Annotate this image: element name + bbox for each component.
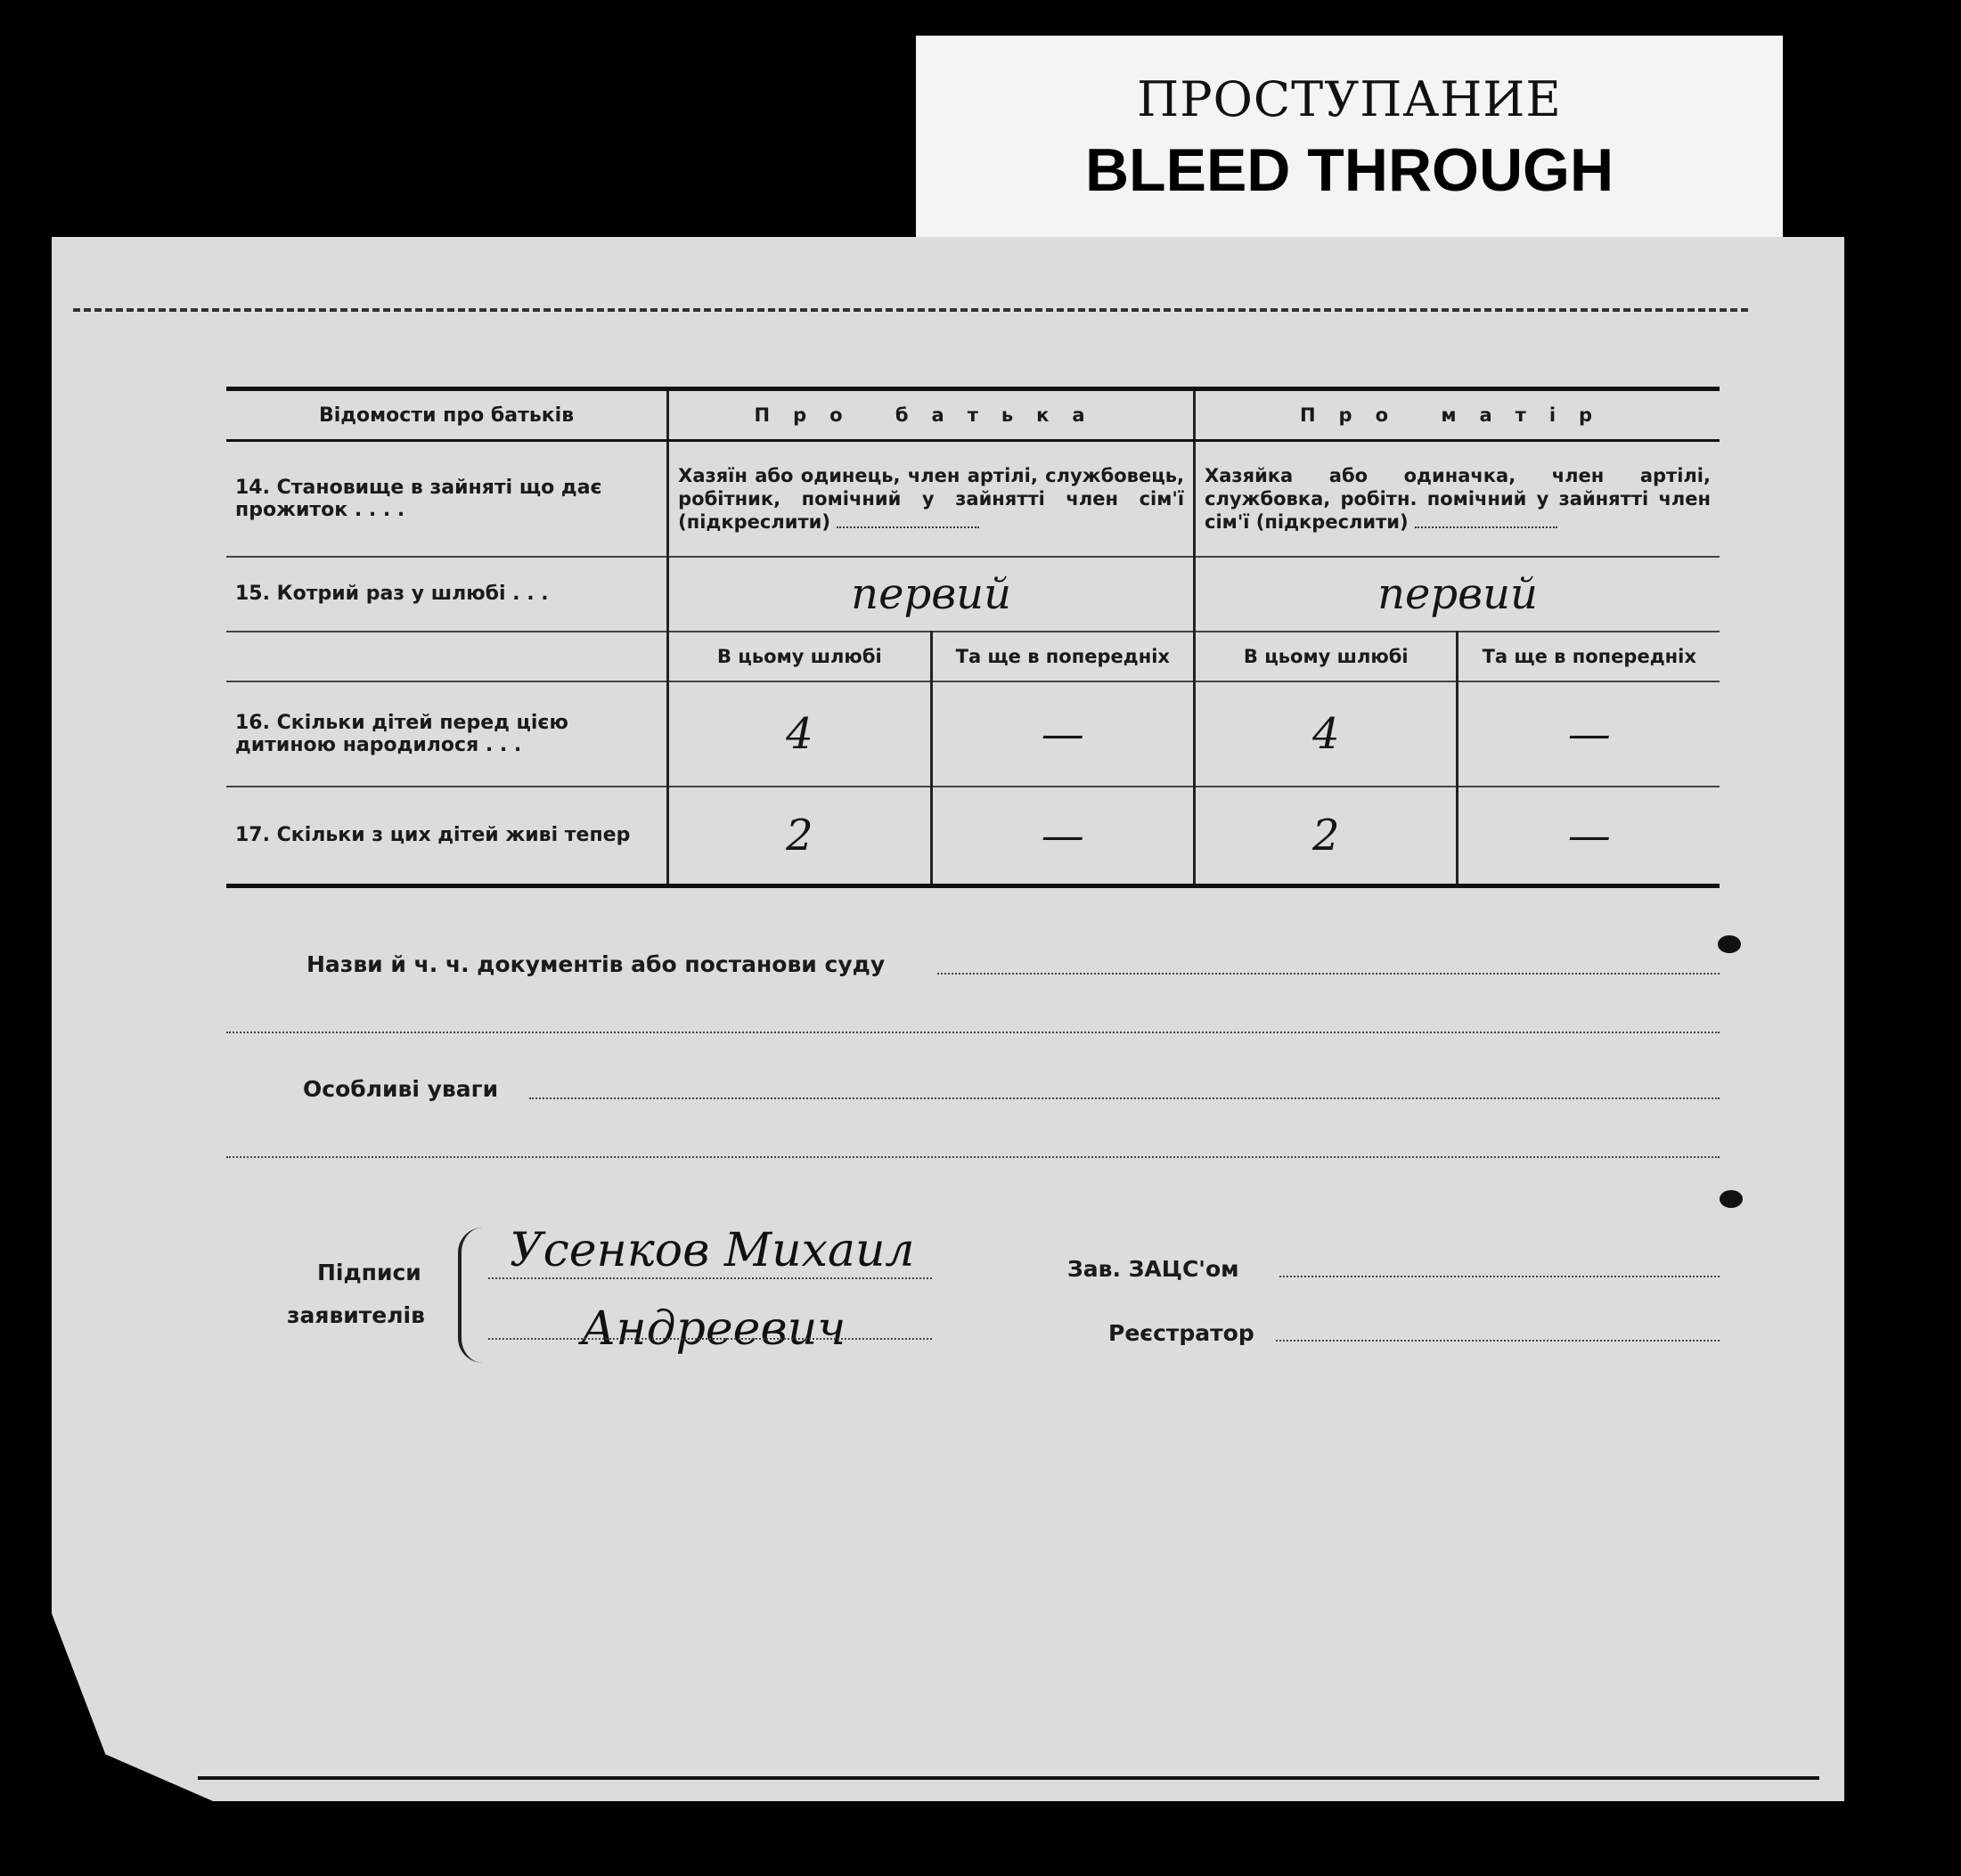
q17-mother-this: 2 bbox=[1195, 787, 1458, 886]
subheader-mother-this: В цьому шлюбі bbox=[1195, 632, 1458, 681]
q17-father-this: 2 bbox=[668, 787, 931, 886]
signatures-label-line2: заявителів bbox=[287, 1302, 425, 1328]
signature-dotted-line-2 bbox=[488, 1338, 932, 1340]
q14-label: 14. Становище в зайняті що дає прожиток . . . . bbox=[226, 441, 668, 557]
header-father: Про батька bbox=[668, 389, 1195, 441]
q15-father-answer: первий bbox=[668, 557, 1195, 632]
signatures-label-line1: Підписи bbox=[317, 1260, 421, 1285]
q17-label: 17. Скільки з цих дітей живі тепер bbox=[226, 787, 668, 886]
parents-info-table bbox=[226, 387, 1720, 888]
registrar-label: Реєстратор bbox=[1108, 1320, 1254, 1346]
documents-dotted-line bbox=[937, 973, 1720, 975]
signature-dotted-line-1 bbox=[488, 1277, 932, 1279]
row-children-born bbox=[226, 681, 1720, 787]
subheader-father-this: В цьому шлюбі bbox=[668, 632, 931, 681]
header-mother: Про матір bbox=[1195, 389, 1720, 441]
q16-label: 16. Скільки дітей перед цією дитиною народилося . . . bbox=[226, 681, 668, 787]
q15-mother-answer: первий bbox=[1195, 557, 1720, 632]
q16-mother-previous: — bbox=[1458, 681, 1720, 787]
q14-father-options bbox=[668, 441, 1195, 557]
q14-mother-options bbox=[1195, 441, 1720, 557]
remarks-dotted-line bbox=[529, 1097, 1720, 1099]
subheader-empty bbox=[226, 632, 668, 681]
bleed-through-label-card bbox=[916, 36, 1783, 242]
q17-mother-previous: — bbox=[1458, 787, 1720, 886]
subheader-mother-previous: Та ще в попередніх bbox=[1458, 632, 1720, 681]
documents-dotted-line-2 bbox=[226, 1032, 1720, 1033]
q14-father-text: Хазяїн або одинець, член артілі, службовець, робітник, помічний у зайнятті член сім'ї (підкреслити) bbox=[678, 464, 1185, 533]
applicant-signature-2: Андреевич bbox=[581, 1302, 846, 1356]
q16-mother-this: 4 bbox=[1195, 681, 1458, 787]
bottom-rule bbox=[198, 1776, 1819, 1780]
label-russian: ПРОСТУПАНИЕ bbox=[1137, 71, 1562, 127]
label-english: BLEED THROUGH bbox=[1084, 136, 1614, 204]
applicant-signature-1: Усенков Михаил bbox=[510, 1224, 915, 1277]
row-subheader bbox=[226, 632, 1720, 681]
binding-hole bbox=[1718, 935, 1741, 953]
q17-father-previous: — bbox=[931, 787, 1194, 886]
row-occupation bbox=[226, 441, 1720, 557]
zags-head-dotted-line bbox=[1279, 1276, 1720, 1277]
binding-hole bbox=[1720, 1190, 1743, 1208]
table-header-row bbox=[226, 389, 1720, 441]
q16-father-previous: — bbox=[931, 681, 1194, 787]
subheader-father-previous: Та ще в попередніх bbox=[931, 632, 1194, 681]
row-children-living bbox=[226, 787, 1720, 886]
perforation-line bbox=[73, 308, 1748, 312]
zags-head-label: Зав. ЗАЦС'ом bbox=[1067, 1256, 1239, 1282]
signatures-brace bbox=[458, 1228, 483, 1363]
q14-mother-text: Хазяйка або одиначка, член артілі, службовка, робітн. помічний у зайнятті член сім'ї (підкреслити) bbox=[1205, 464, 1711, 533]
remarks-dotted-line-2 bbox=[226, 1156, 1720, 1158]
remarks-label: Особливі уваги bbox=[303, 1076, 499, 1102]
q15-label: 15. Котрий раз у шлюбі . . . bbox=[226, 557, 668, 632]
dotted-line bbox=[1415, 514, 1557, 528]
registrar-dotted-line bbox=[1276, 1340, 1720, 1342]
documents-label: Назви й ч. ч. документів або постанови суду bbox=[306, 951, 886, 977]
dotted-line bbox=[837, 514, 979, 528]
header-parents-info: Відомости про батьків bbox=[226, 389, 668, 441]
q16-father-this: 4 bbox=[668, 681, 931, 787]
row-marriage-count bbox=[226, 557, 1720, 632]
